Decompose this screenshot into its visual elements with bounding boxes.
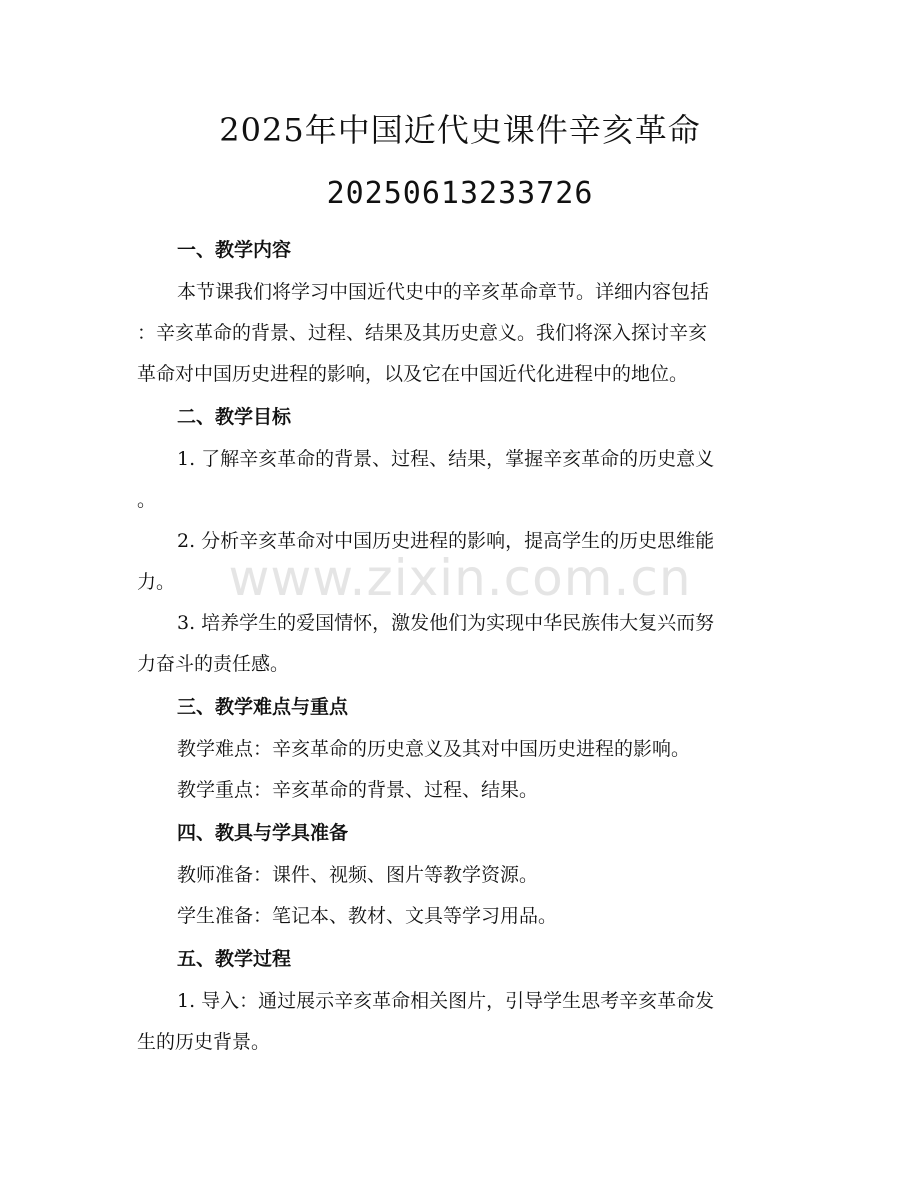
section-heading-content: 一、教学内容	[177, 239, 292, 261]
list-item-line: 2. 分析辛亥革命对中国历史进程的影响，提高学生的历史思维能	[177, 530, 715, 552]
list-item-line: 1. 导入：通过展示辛亥革命相关图片，引导学生思考辛亥革命发	[177, 990, 715, 1012]
list-item-line: 生的历史背景。	[137, 1031, 271, 1053]
list-item-line: 力奋斗的责任感。	[137, 653, 290, 675]
paragraph-line: 教学难点：辛亥革命的历史意义及其对中国历史进程的影响。	[177, 738, 691, 760]
section-heading-objectives: 二、教学目标	[177, 406, 292, 428]
watermark: www.zixin.com.cn	[228, 549, 692, 607]
document-body	[137, 234, 777, 1063]
paragraph-line: 学生准备：笔记本、教材、文具等学习用品。	[177, 905, 558, 927]
list-item-line: 3. 培养学生的爱国情怀，激发他们为实现中华民族伟大复兴而努	[177, 612, 715, 634]
list-item-line: 。	[137, 489, 157, 511]
paragraph-line: 教师准备：课件、视频、图片等教学资源。	[177, 864, 539, 886]
section-heading-materials: 四、教具与学具准备	[177, 822, 349, 844]
paragraph-line: 革命对中国历史进程的影响，以及它在中国近代化进程中的地位。	[137, 363, 689, 385]
section-heading-key-points: 三、教学难点与重点	[177, 696, 349, 718]
section-heading-process: 五、教学过程	[177, 948, 292, 970]
paragraph-line: 本节课我们将学习中国近代史中的辛亥革命章节。详细内容包括	[177, 281, 710, 303]
paragraph-line: ：辛亥革命的背景、过程、结果及其历史意义。我们将深入探讨辛亥	[137, 322, 708, 344]
document-subtitle: 20250613233726	[326, 176, 594, 211]
document-title: 2025年中国近代史课件辛亥革命	[219, 111, 701, 149]
list-item-line: 1. 了解辛亥革命的背景、过程、结果，掌握辛亥革命的历史意义	[177, 448, 715, 470]
paragraph-line: 教学重点：辛亥革命的背景、过程、结果。	[177, 779, 539, 801]
list-item-line: 力。	[137, 571, 176, 593]
